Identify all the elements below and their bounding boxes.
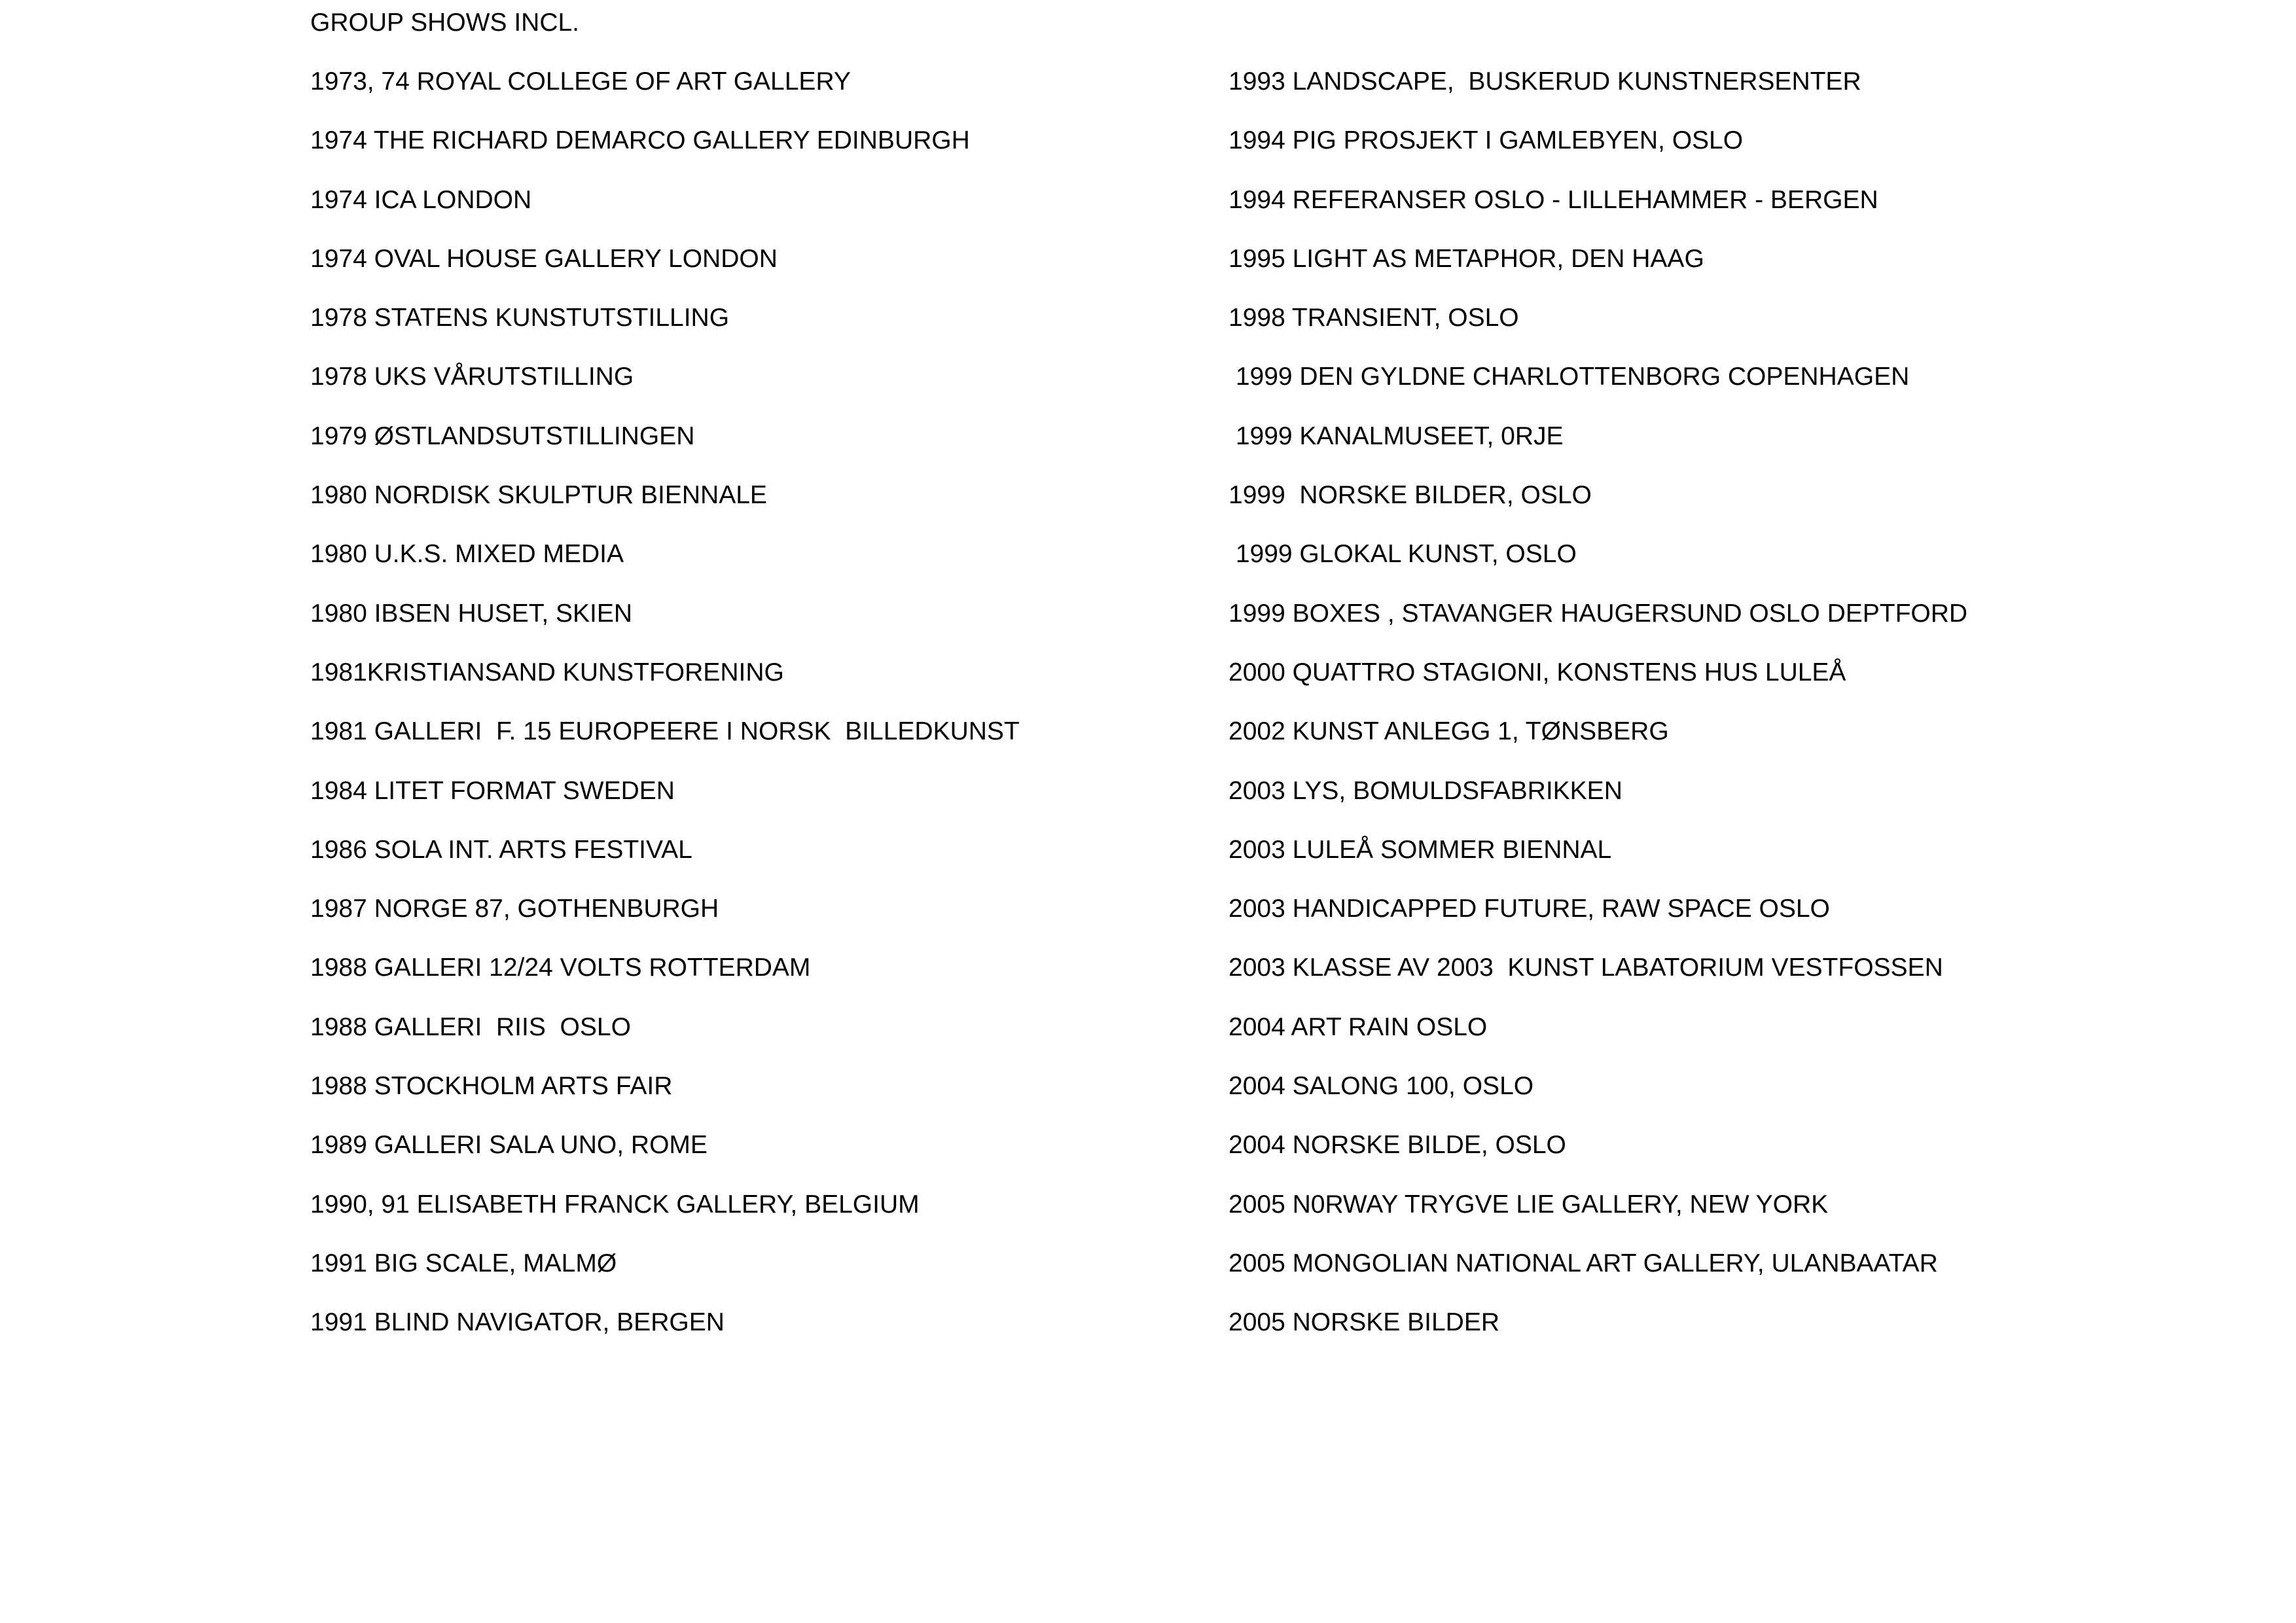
exhibition-item: 1979 ØSTLANDSUTSTILLINGEN: [310, 421, 695, 450]
exhibition-item: 1978 STATENS KUNSTUTSTILLING: [310, 304, 730, 332]
exhibition-item: 2003 LYS, BOMULDSFABRIKKEN: [1229, 776, 1623, 805]
exhibition-item: 2000 QUATTRO STAGIONI, KONSTENS HUS LULEÅ: [1229, 658, 1846, 687]
exhibition-item: 1998 TRANSIENT, OSLO: [1229, 304, 1519, 332]
page-heading: GROUP SHOWS INCL.: [310, 9, 580, 37]
exhibition-item: 1981 GALLERI F. 15 EUROPEERE I NORSK BILLEDKUNST: [310, 717, 1020, 746]
right-exhibition-list: [1229, 67, 1967, 1367]
exhibition-item: 1984 LITET FORMAT SWEDEN: [310, 776, 675, 805]
exhibition-item: 1999 BOXES , STAVANGER HAUGERSUND OSLO DEPTFORD: [1229, 599, 1968, 628]
exhibition-item: 1974 THE RICHARD DEMARCO GALLERY EDINBURGH: [310, 126, 970, 155]
exhibition-item: 1980 NORDISK SKULPTUR BIENNALE: [310, 481, 767, 510]
exhibition-item: 1993 LANDSCAPE, BUSKERUD KUNSTNERSENTER: [1229, 67, 1861, 96]
exhibition-item: 1995 LIGHT AS METAPHOR, DEN HAAG: [1229, 244, 1704, 273]
exhibition-item: 1999 KANALMUSEET, 0RJE: [1229, 421, 1564, 450]
exhibition-item: 1988 GALLERI 12/24 VOLTS ROTTERDAM: [310, 954, 811, 982]
exhibition-item: 1980 U.K.S. MIXED MEDIA: [310, 540, 624, 569]
exhibition-item: 1989 GALLERI SALA UNO, ROME: [310, 1131, 708, 1160]
exhibition-item: 2003 KLASSE AV 2003 KUNST LABATORIUM VESTFOSSEN: [1229, 954, 1943, 982]
exhibition-item: 1981KRISTIANSAND KUNSTFORENING: [310, 658, 784, 687]
exhibition-item: 2003 LULEÅ SOMMER BIENNAL: [1229, 835, 1612, 864]
exhibition-item: 1986 SOLA INT. ARTS FESTIVAL: [310, 835, 692, 864]
exhibition-item: 1973, 74 ROYAL COLLEGE OF ART GALLERY: [310, 67, 851, 96]
exhibition-item: 2003 HANDICAPPED FUTURE, RAW SPACE OSLO: [1229, 895, 1830, 923]
exhibition-item: 1999 GLOKAL KUNST, OSLO: [1229, 540, 1577, 569]
exhibition-item: 1974 ICA LONDON: [310, 185, 532, 214]
exhibition-item: 1990, 91 ELISABETH FRANCK GALLERY, BELGIUM: [310, 1190, 920, 1219]
exhibition-item: 1991 BLIND NAVIGATOR, BERGEN: [310, 1308, 725, 1337]
exhibition-item: 2005 MONGOLIAN NATIONAL ART GALLERY, ULANBAATAR: [1229, 1249, 1938, 1277]
exhibition-item: 2004 SALONG 100, OSLO: [1229, 1072, 1534, 1101]
exhibition-item: 1978 UKS VÅRUTSTILLING: [310, 363, 634, 391]
exhibition-item: 2002 KUNST ANLEGG 1, TØNSBERG: [1229, 717, 1669, 746]
exhibition-item: 2005 N0RWAY TRYGVE LIE GALLERY, NEW YORK: [1229, 1190, 1829, 1219]
exhibition-item: 1994 PIG PROSJEKT I GAMLEBYEN, OSLO: [1229, 126, 1744, 155]
exhibition-item: 1999 DEN GYLDNE CHARLOTTENBORG COPENHAGEN: [1229, 363, 1910, 391]
exhibition-item: 2004 NORSKE BILDE, OSLO: [1229, 1131, 1566, 1160]
exhibition-item: 1994 REFERANSER OSLO - LILLEHAMMER - BERGEN: [1229, 185, 1878, 214]
exhibition-item: 1991 BIG SCALE, MALMØ: [310, 1249, 617, 1277]
exhibition-item: 2004 ART RAIN OSLO: [1229, 1012, 1488, 1041]
exhibition-item: 2005 NORSKE BILDER: [1229, 1308, 1500, 1337]
exhibition-item: 1988 STOCKHOLM ARTS FAIR: [310, 1072, 673, 1101]
exhibition-item: 1999 NORSKE BILDER, OSLO: [1229, 481, 1592, 510]
left-exhibition-list: [310, 67, 1020, 1367]
exhibition-item: 1974 OVAL HOUSE GALLERY LONDON: [310, 244, 778, 273]
exhibition-item: 1988 GALLERI RIIS OSLO: [310, 1012, 631, 1041]
exhibition-item: 1980 IBSEN HUSET, SKIEN: [310, 599, 633, 628]
exhibition-item: 1987 NORGE 87, GOTHENBURGH: [310, 895, 719, 923]
